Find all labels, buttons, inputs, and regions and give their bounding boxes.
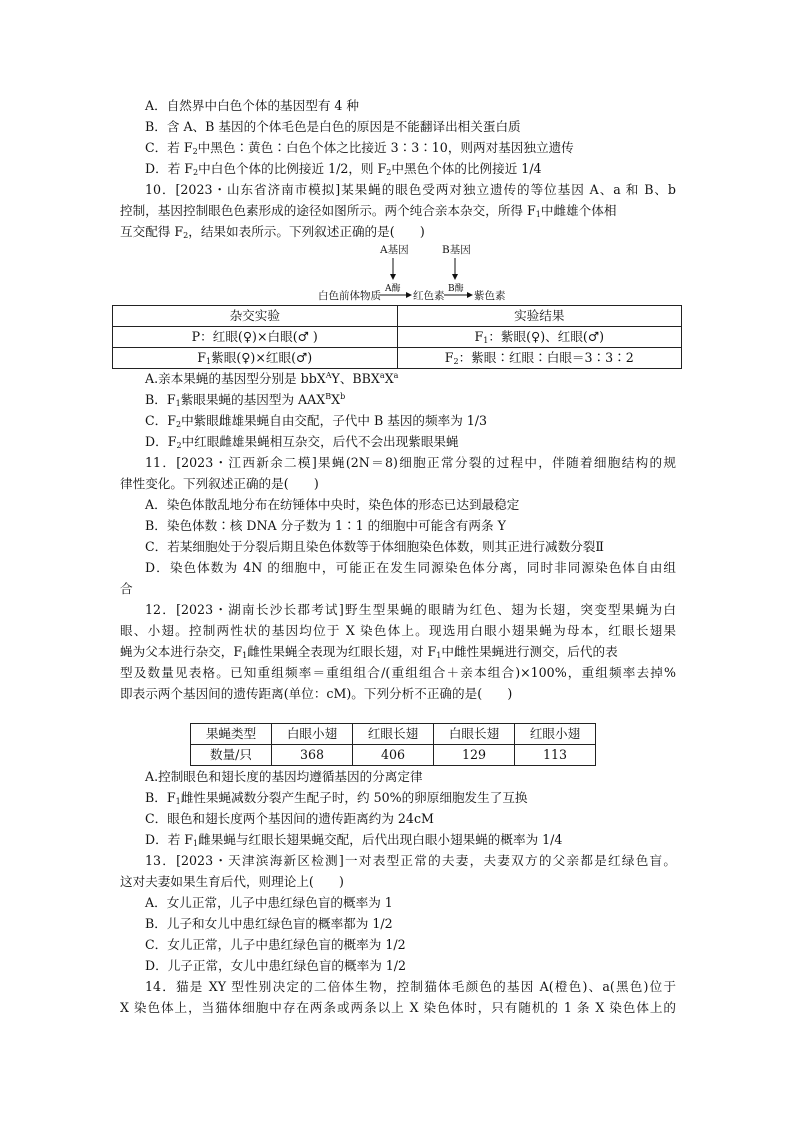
table-cell: 113 bbox=[515, 745, 596, 766]
red-pigment-label: 红色素 bbox=[413, 290, 445, 302]
q11-option-d-line2: 合 bbox=[120, 581, 133, 596]
q13-stem-line2: 这对夫妻如果生育后代，则理论上( ) bbox=[120, 874, 344, 889]
table-cell: P：红眼(♀)×白眼(♂ ) bbox=[113, 327, 398, 348]
table-row bbox=[113, 306, 682, 327]
q12-option-b: B．$F_1$雌性果蝇减数分裂产生配子时，约 50%的卵原细胞发生了互换 bbox=[145, 790, 528, 806]
q10-stem-line2: 控制，基因控制眼色色素形成的途径如图所示。两个纯合亲本杂交，所得 $F_1$中雌雄个体相 bbox=[120, 203, 617, 219]
white-precursor-label: 白色前体物质 bbox=[318, 290, 381, 302]
q11-option-a: A．染色体散乱地分布在纺锤体中央时，染色体的形态已达到最稳定 bbox=[145, 497, 520, 512]
table-cell: $F_2$：紫眼∶红眼∶白眼＝3∶3∶2 bbox=[397, 348, 682, 369]
table-header: 数量/只 bbox=[191, 745, 272, 766]
q11-option-b: B．染色体数∶核 DNA 分子数为 1∶1 的细胞中可能含有两条 Y bbox=[145, 518, 506, 533]
table-header: 果蝇类型 bbox=[191, 724, 272, 745]
q10-option-a: A.亲本果蝇的基因型分别是 bbX$^A$Y、$BBX^aX^a$ bbox=[145, 371, 399, 386]
q12-stem-line3: 蝇为父本进行杂交，$F_1$雌性果蝇全表现为红眼长翅，对 $F_1$中雌性果蝇进行测交，后代的表 bbox=[120, 644, 618, 660]
q12-stem-line2: 眼、小翅。控制两性状的基因均位于 X 染色体上。现选用白眼小翅果蝇为母本，红眼长翅果 bbox=[120, 623, 676, 638]
testcross-result-table bbox=[190, 723, 596, 766]
table-cell: 129 bbox=[434, 745, 515, 766]
table-cell: 红眼小翅 bbox=[515, 724, 596, 745]
q14-stem-line2: X 染色体上，当猫体细胞中存在两条或两条以上 X 染色体时，只有随机的 1 条 X 染色体上的 bbox=[120, 1000, 676, 1015]
q12-stem-line1: 12．[2023・湖南长沙长郡考试]野生型果蝇的眼睛为红色、翅为长翅，突变型果蝇为白 bbox=[145, 602, 676, 617]
table-cell: 406 bbox=[353, 745, 434, 766]
q12-option-a: A.控制眼色和翅长度的基因均遵循基因的分离定律 bbox=[145, 769, 423, 784]
q10-option-d: D．$F_2$中红眼雌雄果蝇相互杂交，后代不会出现紫眼果蝇 bbox=[145, 434, 459, 450]
table-cell: $F_1$紫眼(♀)×红眼(♂) bbox=[113, 348, 398, 369]
q13-option-c: C．女儿正常，儿子中患红绿色盲的概率为 1/2 bbox=[145, 937, 406, 952]
q9-option-b: B．含 A、B 基因的个体毛色是白色的原因是不能翻译出相关蛋白质 bbox=[145, 119, 521, 134]
q11-option-c: C．若某细胞处于分裂后期且染色体数等于体细胞染色体数，则其正进行减数分裂Ⅱ bbox=[145, 539, 604, 554]
cross-experiment-table bbox=[112, 305, 682, 369]
gene-a-label: A基因 bbox=[380, 244, 409, 256]
q9-option-c: C．若 $F_2$中黑色∶黄色∶白色个体之比接近 3∶3∶10，则两对基因独立遗传 bbox=[145, 140, 574, 156]
table-cell: 白眼小翅 bbox=[272, 724, 353, 745]
table-cell: 白眼长翅 bbox=[434, 724, 515, 745]
table-row bbox=[191, 745, 596, 766]
q10-option-b: B．$F_1$紫眼果蝇的基因型为 $AAX^BX^b$ bbox=[145, 392, 346, 408]
pigment-pathway-diagram bbox=[318, 238, 538, 304]
table-row bbox=[113, 327, 682, 348]
q12-stem-line4: 型及数量见表格。已知重组频率＝重组组合/(重组组合＋亲本组合)×100%，重组频率去掉% bbox=[120, 665, 676, 680]
q12-option-d: D．若 $F_1$雌果蝇与红眼长翅果蝇交配，后代出现白眼小翅果蝇的概率为 1/4 bbox=[145, 832, 563, 848]
q13-option-b: B．儿子和女儿中患红绿色盲的概率都为 1/2 bbox=[145, 916, 393, 931]
table-header: 杂交实验 bbox=[113, 306, 398, 327]
q9-option-a: A．自然界中白色个体的基因型有 4 种 bbox=[145, 98, 360, 113]
q13-option-a: A．女儿正常，儿子中患红绿色盲的概率为 1 bbox=[145, 895, 393, 910]
q9-option-d: D．若 $F_2$中白色个体的比例接近 1/2，则 $F_2$中黑色个体的比例接近 1/4 bbox=[145, 161, 542, 177]
table-header: 实验结果 bbox=[397, 306, 682, 327]
table-cell: $F_1$：紫眼(♀)、红眼(♂) bbox=[397, 327, 682, 348]
purple-pigment-label: 紫色素 bbox=[474, 290, 506, 302]
table-row bbox=[191, 724, 596, 745]
enzyme-b-label: B酶 bbox=[448, 284, 464, 294]
q10-stem-line3: 互交配得 $F_2$，结果如表所示。下列叙述正确的是( ) bbox=[120, 224, 425, 240]
q11-stem-line1: 11．[2023・江西新余二模]果蝇(2N＝8)细胞正常分裂的过程中，伴随着细胞结构的规 bbox=[145, 455, 676, 470]
q13-option-d: D．儿子正常，女儿中患红绿色盲的概率为 1/2 bbox=[145, 958, 407, 973]
q12-option-c: C．眼色和翅长度两个基因间的遗传距离约为 24cM bbox=[145, 811, 434, 826]
q11-stem-line2: 律性变化。下列叙述正确的是( ) bbox=[120, 476, 319, 491]
gene-b-label: B基因 bbox=[442, 244, 471, 256]
enzyme-a-label: A酶 bbox=[385, 284, 401, 294]
table-cell: 红眼长翅 bbox=[353, 724, 434, 745]
table-row bbox=[113, 348, 682, 369]
q12-stem-line5: 即表示两个基因间的遗传距离(单位：cM)。下列分析不正确的是( ) bbox=[120, 686, 513, 701]
table-cell: 368 bbox=[272, 745, 353, 766]
q13-stem-line1: 13．[2023・天津滨海新区检测]一对表型正常的夫妻，夫妻双方的父亲都是红绿色盲。 bbox=[145, 853, 676, 868]
q14-stem-line1: 14．猫是 XY 型性别决定的二倍体生物，控制猫体毛颜色的基因 A(橙色)、a(黑色)位于 bbox=[145, 979, 676, 994]
q11-option-d-line1: D．染色体数为 4N 的细胞中，可能正在发生同源染色体分离，同时非同源染色体自由组 bbox=[145, 560, 676, 575]
q10-stem-line1: 10．[2023・山东省济南市模拟]某果蝇的眼色受两对独立遗传的等位基因 A、a 和 B、b bbox=[145, 182, 676, 197]
q10-option-c: C．$F_2$中紫眼雌雄果蝇自由交配，子代中 B 基因的频率为 1/3 bbox=[145, 413, 488, 429]
